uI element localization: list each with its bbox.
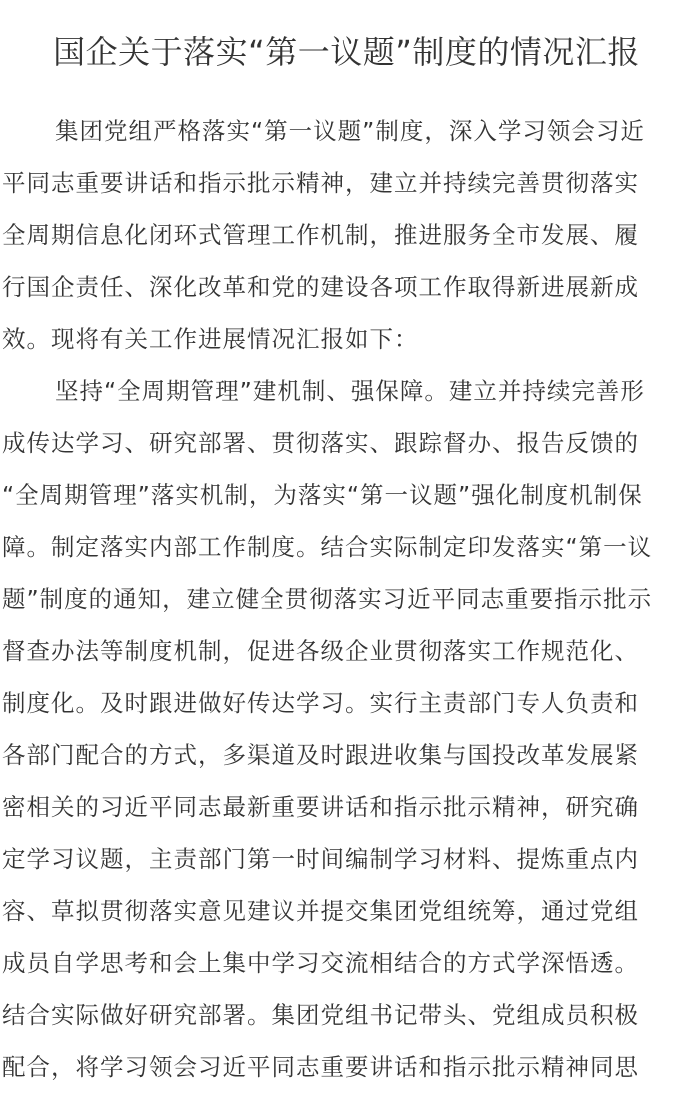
paragraph-line: “全周期管理”落实机制，为落实“第一议题”强化制度机制保: [2, 481, 643, 509]
paragraph-line: 题”制度的通知，建立健全贯彻落实习近平同志重要指示批示: [2, 585, 653, 613]
paragraph-line: 定学习议题，主责部门第一时间编制学习材料、提炼重点内: [2, 845, 639, 873]
paragraph-line: 行国企责任、深化改革和党的建设各项工作取得新进展新成: [2, 273, 639, 301]
paragraph-line: 结合实际做好研究部署。集团党组书记带头、党组成员积极: [2, 1001, 639, 1029]
paragraph-line: 密相关的习近平同志最新重要讲话和指示批示精神，研究确: [2, 793, 639, 821]
paragraph-line: 成员自学思考和会上集中学习交流相结合的方式学深悟透。: [2, 949, 639, 977]
paragraph-line: 督查办法等制度机制，促进各级企业贯彻落实工作规范化、: [2, 637, 639, 665]
paragraph-line: 效。现将有关工作进展情况汇报如下：: [2, 325, 419, 353]
paragraph-line: 平同志重要讲话和指示批示精神，建立并持续完善贯彻落实: [2, 169, 639, 197]
paragraph-line: 各部门配合的方式，多渠道及时跟进收集与国投改革发展紧: [2, 741, 639, 769]
paragraph-line: 配合，将学习领会习近平同志重要讲话和指示批示精神同思: [2, 1053, 639, 1081]
paragraph-line: 制度化。及时跟进做好传达学习。实行主责部门专人负责和: [2, 689, 639, 717]
document-body: [2, 105, 688, 1093]
paragraph-line: 障。制定落实内部工作制度。结合实际制定印发落实“第一议: [2, 533, 653, 561]
paragraph-line: 容、草拟贯彻落实意见建议并提交集团党组统筹，通过党组: [2, 897, 639, 925]
document-title: 国企关于落实“第一议题”制度的情况汇报: [53, 33, 640, 71]
paragraph-line: 集团党组严格落实“第一议题”制度，深入学习领会习近: [55, 117, 645, 145]
paragraph-line: 全周期信息化闭环式管理工作机制，推进服务全市发展、履: [2, 221, 639, 249]
paragraph-line: 坚持“全周期管理”建机制、强保障。建立并持续完善形: [55, 377, 645, 405]
paragraph-line: 成传达学习、研究部署、贯彻落实、跟踪督办、报告反馈的: [2, 429, 639, 457]
